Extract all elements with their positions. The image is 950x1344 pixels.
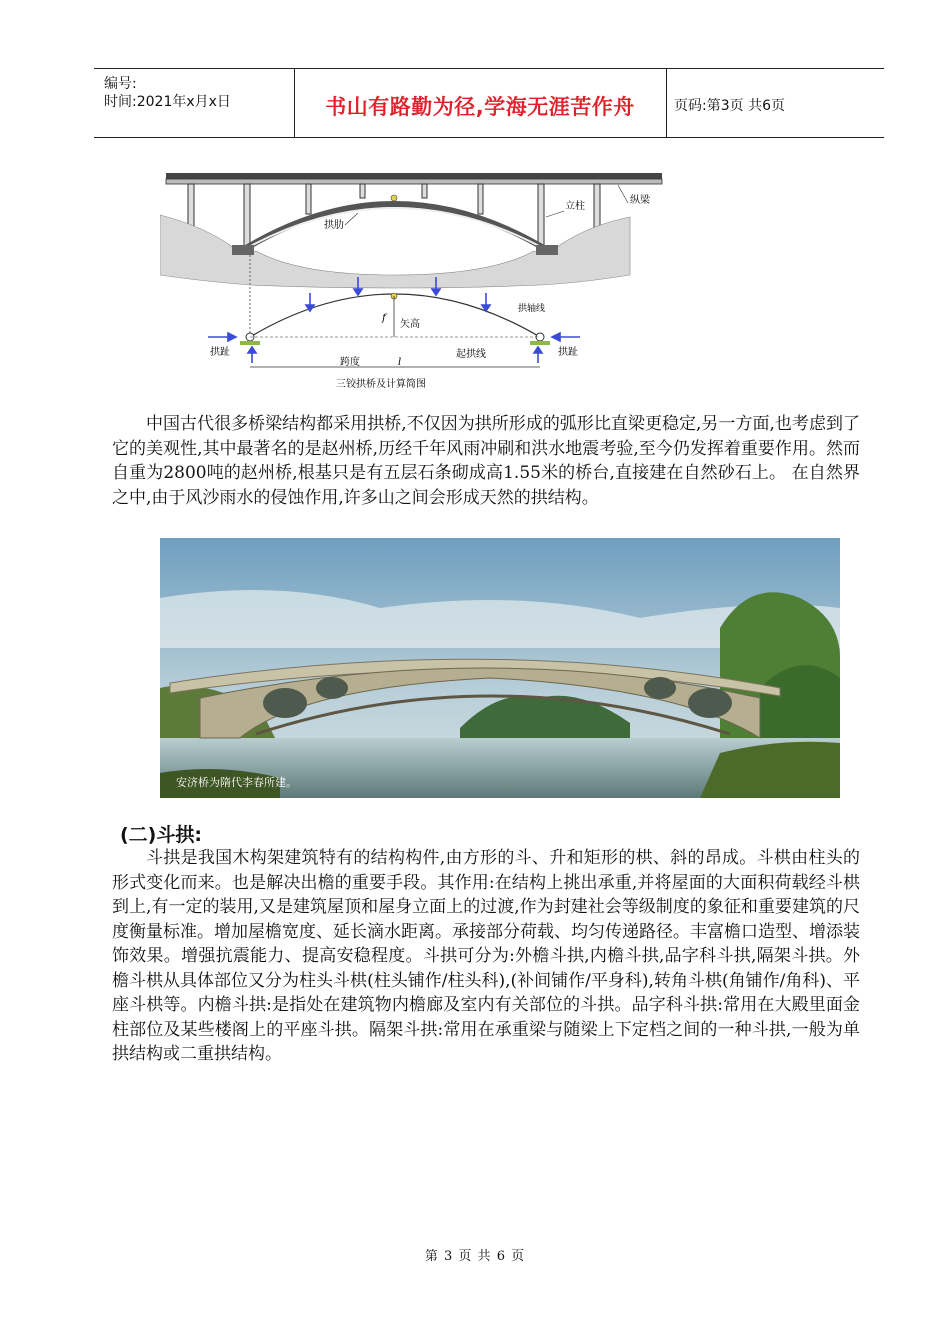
bridge-columns xyxy=(188,184,600,250)
serial-number-label: 编号: xyxy=(104,76,137,92)
ground-section xyxy=(160,215,630,288)
section-title-dougong: (二)斗拱: xyxy=(120,824,202,846)
crown-hinge xyxy=(391,195,397,201)
right-abutment xyxy=(536,245,558,255)
column-label: 立柱 xyxy=(565,201,585,212)
zhaozhou-bridge-photo xyxy=(160,538,840,798)
springing-line-label: 起拱线 xyxy=(456,349,486,360)
photo-caption: 安济桥为隋代李春所建。 xyxy=(176,776,297,789)
rise-symbol: f xyxy=(382,313,386,324)
rise-label: 矢高 xyxy=(400,319,420,330)
diagram-caption: 三铰拱桥及计算简图 xyxy=(336,379,426,390)
arch-axis-line xyxy=(250,294,540,337)
bridge-stringer xyxy=(166,179,662,184)
page-header xyxy=(94,68,884,138)
header-motto: 书山有路勤为径,学海无涯苦作舟 xyxy=(325,95,635,119)
arch-rib xyxy=(238,204,552,253)
left-abutment xyxy=(232,245,254,255)
left-support-hinge xyxy=(240,333,260,345)
header-page-number: 页码:第3页 共6页 xyxy=(674,98,785,114)
right-support-hinge xyxy=(530,333,550,345)
paragraph-dougong: 斗拱是我国木构架建筑特有的结构构件,由方形的斗、升和矩形的栱、斜的昂成。斗栱由柱头的形式变化而来。也是解决出檐的重要手段。其作用:在结构上挑出承重,并将屋面的大面积荷载经斗栱到上,有一定的装用,又是建筑屋顶和屋身立面上的过渡,作为封建社会等级制度的象征和重要建筑的尺度衡量标准。增加屋檐宽度、延长滴水距离。承接部分荷载、均匀传递路径。丰富檐口造型、增添装饰效果。增强抗震能力、提高安稳程度。斗拱可分为:外檐斗拱,内檐斗拱,品字科斗拱,隔架斗拱。外檐斗栱从具体部位又分为柱头斗栱(柱头铺作/柱头科),(补间铺作/平身科),转角斗栱(角铺作/角科)、平座斗栱等。内檐斗拱:是指处在建筑物内檐廊及室内有关部位的斗拱。品字科斗拱:常用在大殿里面金柱部位及某些楼阁上的平座斗拱。隔架斗拱:常用在承重梁与随梁上下定档之间的一种斗拱,一般为单拱结构或二重拱结构。 xyxy=(112,848,860,1064)
stringer-label: 纵梁 xyxy=(630,195,650,206)
header-page-cell xyxy=(666,69,884,137)
right-springing-label: 拱趾 xyxy=(558,347,578,358)
paragraph-zhaozhou-bridge: 中国古代很多桥梁结构都采用拱桥,不仅因为拱所形成的弧形比直梁更稳定,另一方面,也考虑到了它的美观性,其中最著名的是赵州桥,历经千年风雨冲刷和洪水地震考验,至今仍发挥着重要作用。然而自重为2800吨的赵州桥,根基只是有五层石条砌成高1.55米的桥台,直接建在自然砂石上。 在自然界之中,由于风沙雨水的侵蚀作用,许多山之间会形成天然的拱结构。 xyxy=(112,414,860,508)
header-motto-cell xyxy=(294,69,667,137)
page-footer: 第 3 页 共 6 页 xyxy=(424,1249,526,1264)
span-label: 跨度 xyxy=(340,357,360,368)
time-label: 时间:2021年x月x日 xyxy=(104,94,231,110)
bridge-deck xyxy=(166,173,662,179)
three-hinged-arch-diagram xyxy=(160,165,680,395)
arch-rib-label: 拱肋 xyxy=(324,220,344,231)
left-springing-label: 拱趾 xyxy=(210,347,230,358)
header-info-cell xyxy=(94,69,295,137)
arch-axis-label: 拱轴线 xyxy=(518,304,546,314)
span-symbol: l xyxy=(398,357,402,368)
